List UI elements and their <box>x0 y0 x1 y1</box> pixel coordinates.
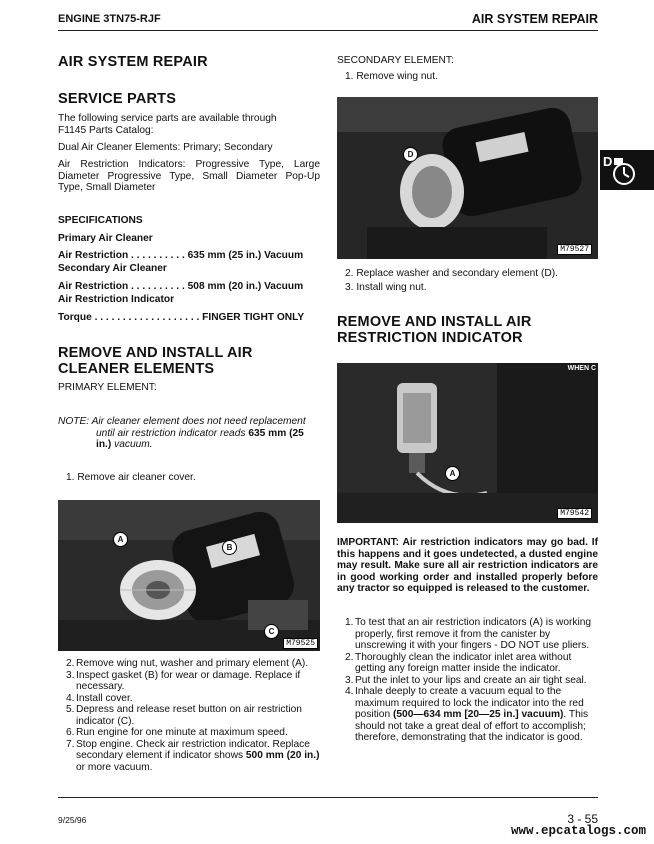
footer-page-number: 3 - 55 <box>567 812 598 826</box>
note-value: 635 mm (25 <box>248 427 304 439</box>
callout-c: C <box>264 624 279 639</box>
spec-secondary-heading: Secondary Air Cleaner <box>58 263 167 274</box>
air-cleaner-illustration <box>58 500 320 651</box>
note-text-1: Air cleaner element does not need replacement <box>91 416 306 427</box>
important-notice: IMPORTANT: Air restriction indicators may go bad. If this happens and it goes undetected, a dusted engine may result. Make sure all air restriction indicators are in good working order and installed properly before any tractor so equipped is released to the customer. <box>337 537 598 594</box>
footer-date: 9/25/96 <box>58 815 87 825</box>
callout-b: B <box>222 540 237 555</box>
indicator-step: 4. Inhale deeply to create a vacuum equal to the maximum required to lock the indicator into the red position (500—634 mm [20—25 in.] vacuum). This should not take a great deal of effort to accomplish; therefore, demonstrating that the indicator is good. <box>345 686 589 743</box>
header-section-title: AIR SYSTEM REPAIR <box>471 12 598 26</box>
header-rule <box>58 30 598 31</box>
page-title: AIR SYSTEM REPAIR <box>58 54 208 70</box>
remove-indicator-heading-2: RESTRICTION INDICATOR <box>337 330 523 346</box>
note-prefix: NOTE: <box>58 416 90 427</box>
air-cleaner-photo <box>58 500 320 651</box>
remove-indicator-heading-1: REMOVE AND INSTALL AIR <box>337 314 532 330</box>
primary-step-1: 1. Remove air cleaner cover. <box>66 472 196 483</box>
callout-a: A <box>113 532 128 547</box>
primary-step: 2. Remove wing nut, washer and primary element (A). <box>66 658 309 669</box>
photo-code: M79525 <box>283 638 318 649</box>
section-tab <box>600 150 654 190</box>
photo-label: WHEN C <box>567 365 596 372</box>
tab-letter: D <box>603 154 613 169</box>
callout-a-indicator: A <box>445 466 460 481</box>
note-text-4: vacuum. <box>114 439 153 450</box>
remove-cleaner-heading-2: CLEANER ELEMENTS <box>58 361 215 377</box>
service-parts-heading: SERVICE PARTS <box>58 91 177 107</box>
primary-element-subheading: PRIMARY ELEMENT: <box>58 382 157 393</box>
engine-clock-icon <box>608 156 638 186</box>
spec-primary-heading: Primary Air Cleaner <box>58 233 153 244</box>
footer-website: www.epcatalogs.com <box>510 824 646 838</box>
spec-primary-row: Air Restriction . . . . . . . . . . 635 mm (25 in.) Vacuum <box>58 250 304 261</box>
photo-code-3: M79542 <box>557 508 592 519</box>
service-parts-indicators: Air Restriction Indicators: Progressive Type, Large Diameter Progressive Type, Small Diameter Pop-Up Type, Small Diameter <box>58 159 320 193</box>
note-block <box>58 416 320 451</box>
note-text-2: until air restriction indicator reads <box>96 427 246 439</box>
spec-torque-row: Torque . . . . . . . . . . . . . . . . . . . FINGER TIGHT ONLY <box>58 312 305 323</box>
specifications-heading: SPECIFICATIONS <box>58 215 143 226</box>
spec-indicator-heading: Air Restriction Indicator <box>58 294 175 305</box>
primary-step: 6. Run engine for one minute at maximum speed. <box>66 727 288 738</box>
service-parts-intro: The following service parts are available through F1145 Parts Catalog: <box>58 113 277 136</box>
footer-rule <box>58 797 598 798</box>
secondary-element-subheading: SECONDARY ELEMENT: <box>337 55 454 66</box>
remove-cleaner-heading-1: REMOVE AND INSTALL AIR <box>58 345 253 361</box>
indicator-step: 3. Put the inlet to your lips and create an air tight seal. <box>345 674 587 686</box>
secondary-element-photo <box>337 97 598 259</box>
indicator-step: 1. To test that an air restriction indicators (A) is working properly, first remove it from the canister by unscrewing it with your fingers - DO NOT use pliers. <box>345 617 592 651</box>
callout-d: D <box>403 147 418 162</box>
indicator-step: 2. Thoroughly clean the indicator inlet area without getting any foreign matter inside the indicator. <box>345 651 572 674</box>
primary-step: 7. Stop engine. Check air restriction indicator. Replace secondary element if indicator shows 500 mm (20 in.) or more vacuum. <box>66 738 320 773</box>
primary-step: 5. Depress and release reset button on air restriction indicator (C). <box>66 704 302 727</box>
secondary-step-3: 3. Install wing nut. <box>345 282 427 293</box>
note-text-3: in.) <box>96 439 112 450</box>
restriction-indicator-photo <box>337 363 598 523</box>
primary-steps-list <box>66 658 320 773</box>
primary-step: 3. Inspect gasket (B) for wear or damage. Replace if necessary. <box>66 669 301 692</box>
indicator-steps-list <box>345 617 598 744</box>
service-parts-elements: Dual Air Cleaner Elements: Primary; Secondary <box>58 142 273 153</box>
secondary-element-illustration <box>337 97 598 259</box>
header-model: ENGINE 3TN75-RJF <box>58 13 161 25</box>
photo-code-2: M79527 <box>557 244 592 255</box>
restriction-indicator-illustration <box>337 363 598 523</box>
primary-step: 4. Install cover. <box>66 692 133 704</box>
secondary-step-1: 1. Remove wing nut. <box>345 71 438 82</box>
spec-secondary-row: Air Restriction . . . . . . . . . . 508 mm (20 in.) Vacuum <box>58 281 304 292</box>
secondary-step-2: 2. Replace washer and secondary element (D). <box>345 268 558 279</box>
